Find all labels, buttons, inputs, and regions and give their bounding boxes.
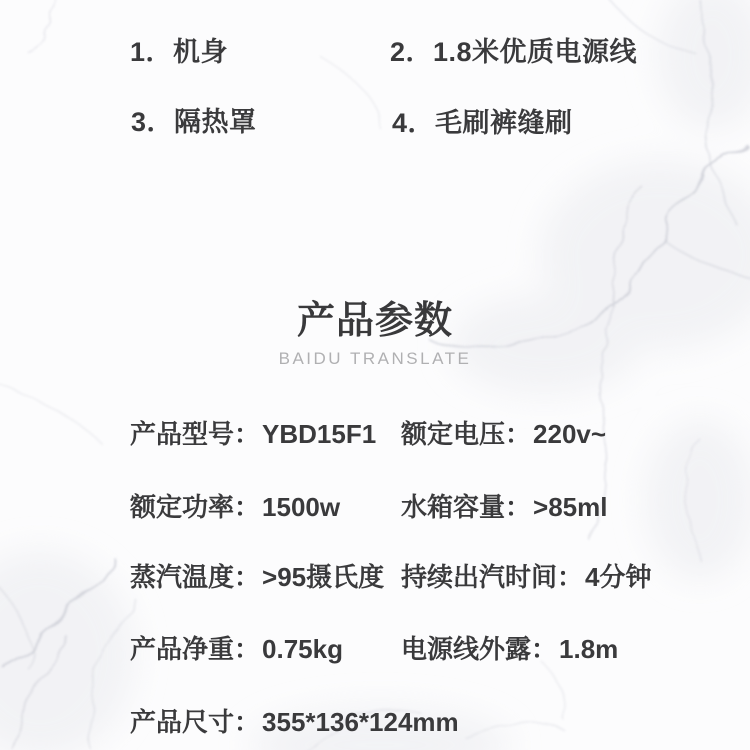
spec-colon: ： xyxy=(557,562,584,592)
spec-item-steam-duration xyxy=(401,557,652,594)
parts-list-item-4: 4．毛刷裤缝刷 xyxy=(392,108,573,138)
spec-value: 1500w xyxy=(262,492,341,522)
spec-colon: ： xyxy=(234,634,261,664)
spec-label: 水箱容量 xyxy=(401,492,506,522)
spec-value: 355*136*124mm xyxy=(262,707,459,737)
parts-list-item-2: 2．1.8米优质电源线 xyxy=(390,37,638,67)
spec-colon: ： xyxy=(234,492,261,522)
spec-value: 4分钟 xyxy=(585,562,652,592)
spec-label: 额定电压 xyxy=(401,419,506,449)
spec-value: >95摄氏度 xyxy=(262,562,385,592)
section-title: 产品参数 xyxy=(296,300,453,342)
parts-list-item-1: 1．机身 xyxy=(130,37,229,67)
spec-label: 产品尺寸 xyxy=(130,707,235,737)
spec-colon: ： xyxy=(505,419,532,449)
spec-value: YBD15F1 xyxy=(262,419,377,449)
spec-item-net-weight xyxy=(130,629,343,666)
spec-label: 产品净重 xyxy=(130,634,235,664)
section-subtitle: BAIDU TRANSLATE xyxy=(278,349,472,368)
spec-item-dimensions xyxy=(130,702,459,739)
spec-colon: ： xyxy=(234,562,261,592)
spec-item-cord-length xyxy=(401,629,618,666)
spec-colon: ： xyxy=(505,492,532,522)
spec-label: 蒸汽温度 xyxy=(130,562,235,592)
spec-value: 1.8m xyxy=(559,634,619,664)
spec-label: 持续出汽时间 xyxy=(401,562,558,592)
spec-item-rated-power xyxy=(130,487,340,524)
spec-label: 电源线外露 xyxy=(401,634,532,664)
spec-colon: ： xyxy=(234,419,261,449)
spec-value: 0.75kg xyxy=(262,634,343,664)
spec-item-tank-capacity xyxy=(401,487,607,524)
spec-label: 产品型号 xyxy=(130,419,235,449)
spec-value: 220v~ xyxy=(533,419,607,449)
parts-list-item-3: 3．隔热罩 xyxy=(131,107,257,137)
spec-label: 额定功率 xyxy=(130,492,235,522)
spec-value: >85ml xyxy=(533,492,608,522)
spec-colon: ： xyxy=(234,707,261,737)
spec-colon: ： xyxy=(531,634,558,664)
spec-item-model xyxy=(130,414,376,451)
spec-item-steam-temperature xyxy=(130,557,384,594)
spec-item-rated-voltage xyxy=(401,414,606,451)
